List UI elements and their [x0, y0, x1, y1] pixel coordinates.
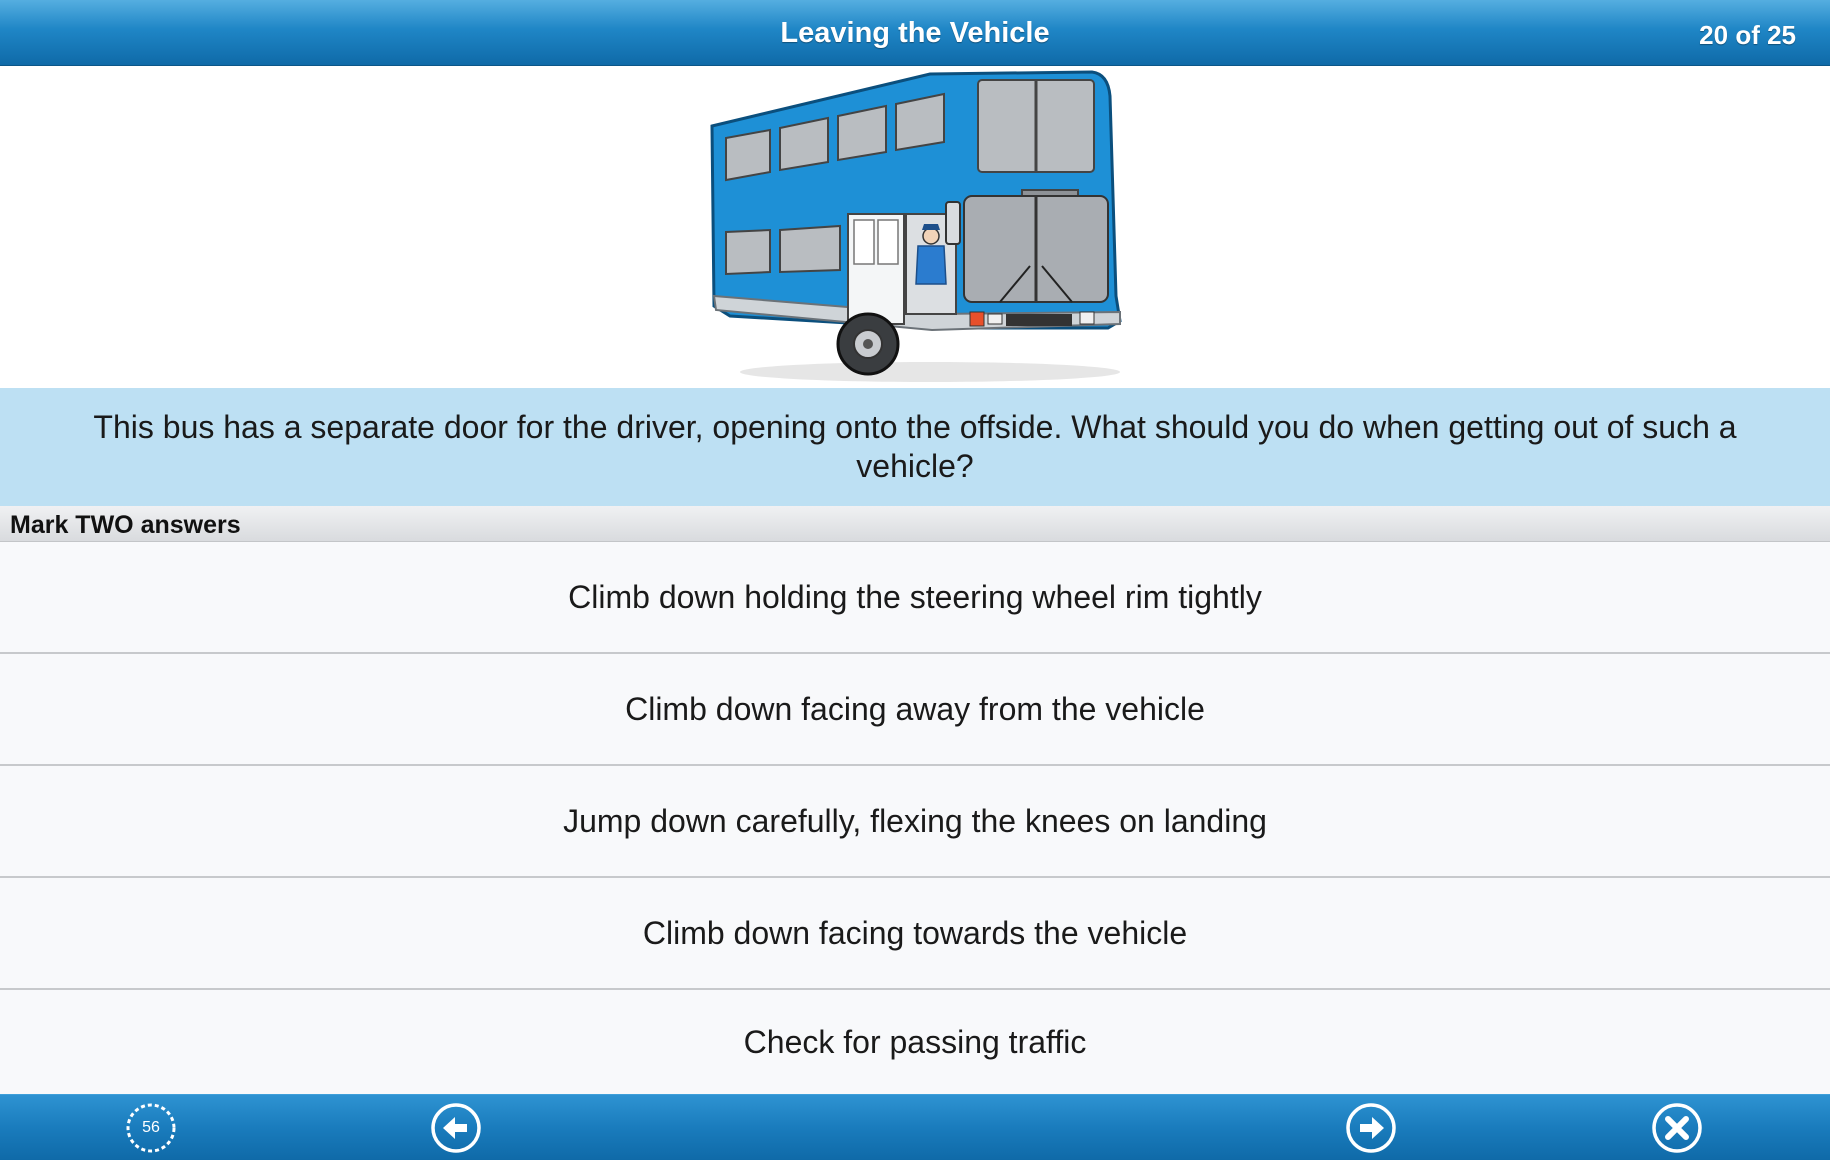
close-icon [1650, 1101, 1704, 1155]
answer-label: Jump down carefully, flexing the knees on landing [563, 802, 1267, 839]
question-text: This bus has a separate door for the driver, opening onto the offside. What should you do when getting out of such a vehicle? [93, 409, 1737, 484]
close-button[interactable] [1650, 1101, 1704, 1155]
timer-value: 56 [142, 1119, 160, 1136]
previous-button[interactable] [429, 1101, 483, 1155]
question-panel [0, 388, 1830, 506]
question-counter: 20 of 25 [1699, 20, 1796, 50]
top-bar [0, 0, 1830, 66]
bottom-toolbar [0, 1094, 1830, 1160]
answer-option-2[interactable] [0, 654, 1830, 766]
page-title: Leaving the Vehicle [780, 17, 1050, 49]
answer-label: Climb down holding the steering wheel rim tightly [568, 578, 1262, 615]
answer-label: Climb down facing towards the vehicle [642, 914, 1188, 951]
answer-label: Check for passing traffic [743, 1023, 1087, 1060]
timer-button[interactable] [124, 1101, 178, 1155]
bus-illustration [700, 66, 1130, 388]
answer-option-4[interactable] [0, 878, 1830, 990]
arrow-left-icon [429, 1101, 483, 1155]
answer-option-3[interactable] [0, 766, 1830, 878]
arrow-right-icon [1344, 1101, 1398, 1155]
answer-option-1[interactable] [0, 542, 1830, 654]
answer-label: Climb down facing away from the vehicle [625, 690, 1205, 727]
answer-instruction: Mark TWO answers [0, 506, 1830, 542]
question-image-area [0, 66, 1830, 388]
answer-list [0, 542, 1830, 1094]
next-button[interactable] [1344, 1101, 1398, 1155]
answer-option-5[interactable] [0, 990, 1830, 1094]
